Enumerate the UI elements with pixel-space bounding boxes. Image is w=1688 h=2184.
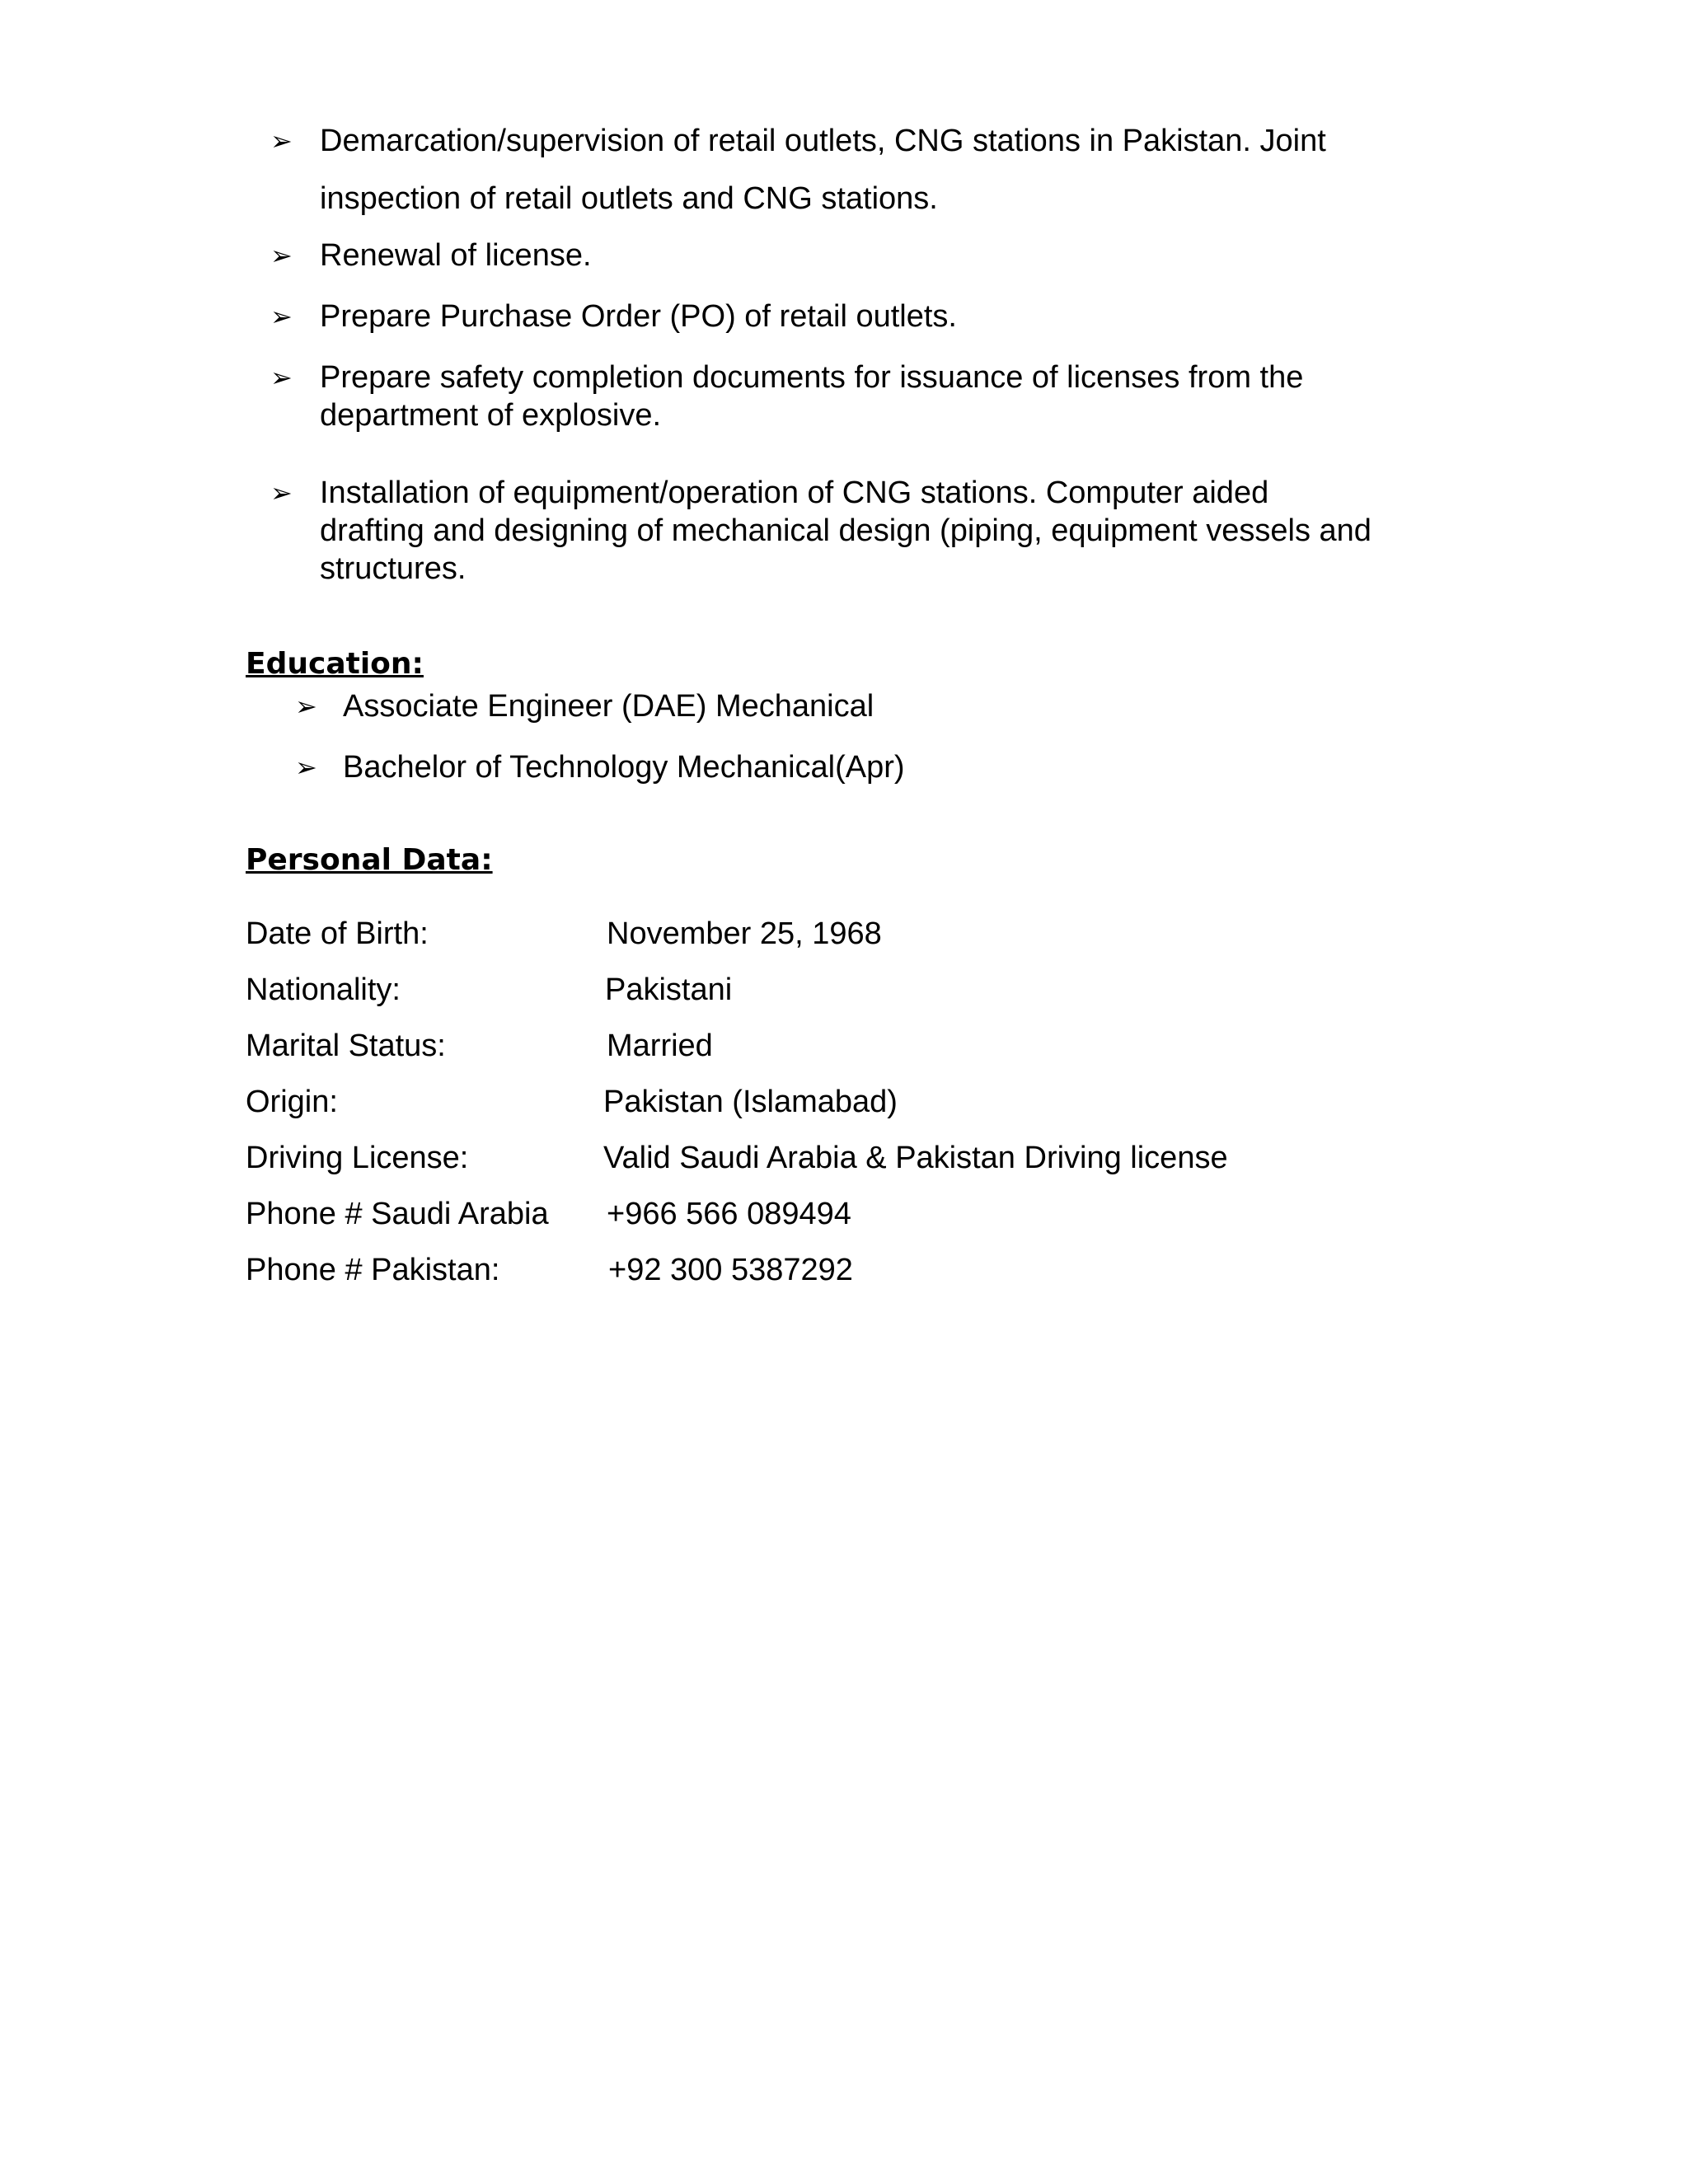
personal-data-heading: Personal Data: <box>246 843 493 877</box>
personal-value: Pakistani <box>605 972 733 1007</box>
personal-label: Driving License: <box>246 1141 469 1175</box>
duty-line: department of explosive. <box>320 398 662 433</box>
duty-text <box>320 474 1441 588</box>
duty-item <box>270 122 1441 216</box>
arrowhead-bullet-icon: ➢ <box>270 301 293 332</box>
duty-item <box>270 474 1441 588</box>
duty-line: Prepare safety completion documents for issuance of licenses from the <box>320 360 1304 395</box>
personal-value: Married <box>607 1029 713 1063</box>
education-heading: Education: <box>246 647 424 681</box>
arrowhead-bullet-icon: ➢ <box>270 240 293 271</box>
arrowhead-bullet-icon: ➢ <box>270 477 293 509</box>
duty-line: Demarcation/supervision of retail outlets, CNG stations in Pakistan. Joint <box>320 124 1326 158</box>
personal-label: Marital Status: <box>246 1029 446 1063</box>
personal-value: +92 300 5387292 <box>608 1253 853 1287</box>
duty-text <box>320 359 1441 434</box>
duty-item <box>270 237 1441 274</box>
education-item-text: Associate Engineer (DAE) Mechanical <box>343 689 874 724</box>
duty-text <box>320 298 1441 335</box>
education-item-text: Bachelor of Technology Mechanical(Apr) <box>343 750 905 785</box>
arrowhead-bullet-icon: ➢ <box>295 691 317 722</box>
personal-label: Nationality: <box>246 972 401 1007</box>
duty-item <box>270 359 1441 434</box>
personal-label: Phone # Pakistan: <box>246 1253 500 1287</box>
duty-line: Renewal of license. <box>320 238 592 273</box>
duty-line: Installation of equipment/operation of CNG stations. Computer aided <box>320 476 1269 510</box>
arrowhead-bullet-icon: ➢ <box>270 362 293 393</box>
duty-line: structures. <box>320 551 467 586</box>
personal-label: Date of Birth: <box>246 916 429 951</box>
duty-text <box>320 237 1441 274</box>
personal-value: November 25, 1968 <box>607 916 882 951</box>
duty-line: Prepare Purchase Order (PO) of retail outlets. <box>320 299 957 334</box>
duty-line: inspection of retail outlets and CNG stations. <box>320 181 938 216</box>
personal-value: Pakistan (Islamabad) <box>603 1085 898 1119</box>
arrowhead-bullet-icon: ➢ <box>270 125 293 157</box>
duty-item <box>270 298 1441 335</box>
arrowhead-bullet-icon: ➢ <box>295 752 317 783</box>
duty-line: drafting and designing of mechanical design (piping, equipment vessels and <box>320 513 1372 548</box>
personal-label: Origin: <box>246 1085 338 1119</box>
personal-label: Phone # Saudi Arabia <box>246 1197 549 1231</box>
duty-text <box>320 122 1441 218</box>
personal-value: +966 566 089494 <box>607 1197 851 1231</box>
personal-value: Valid Saudi Arabia & Pakistan Driving license <box>603 1141 1228 1175</box>
